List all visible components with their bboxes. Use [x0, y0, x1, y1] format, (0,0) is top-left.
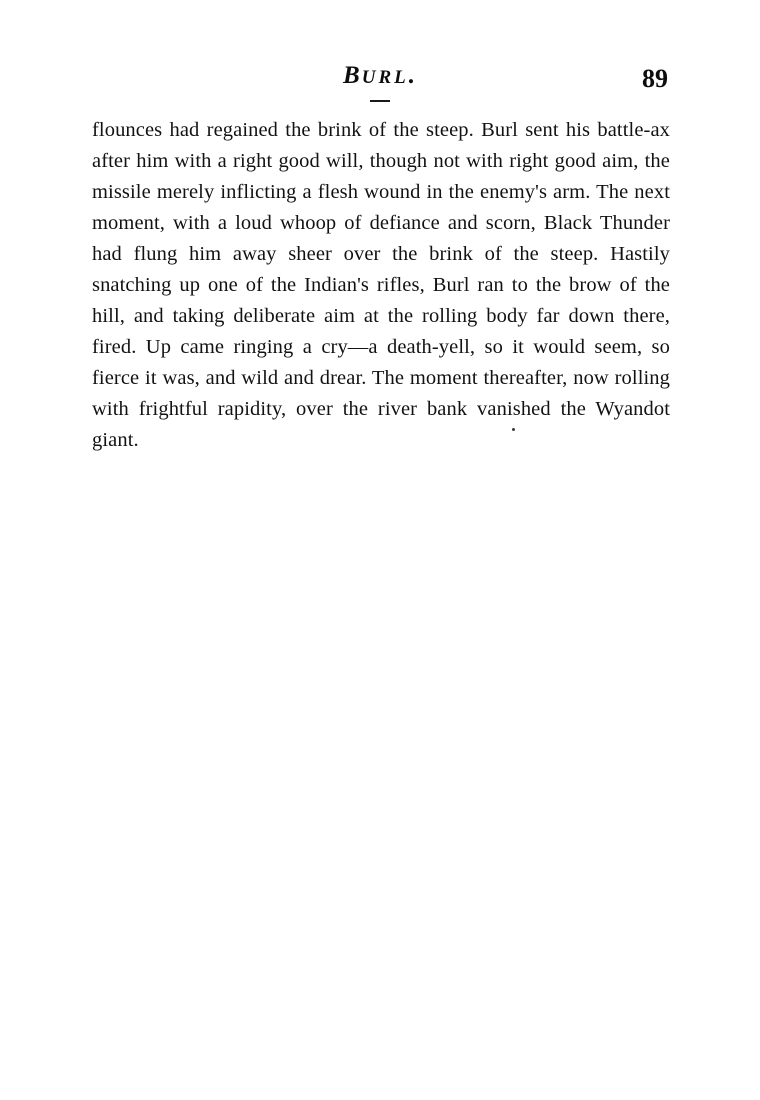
- body-text-block: [92, 115, 670, 456]
- header-divider-rule: [370, 100, 390, 102]
- page-header: [92, 62, 668, 102]
- stray-ink-mark: [512, 428, 515, 431]
- running-title-text: BURL.: [343, 62, 417, 89]
- paragraph: flounces had regained the brink of the steep. Burl sent his battle-ax after him with a right good will, though not with right good aim, the missile merely inflicting a flesh wound in the enemy's arm. The next moment, with a loud whoop of defiance and scorn, Black Thunder had flung him away sheer over the brink of the steep. Hastily snatching up one of the Indian's rifles, Burl ran to the brow of the hill, and taking deliberate aim at the rolling body far down there, fired. Up came ringing a cry—a death-yell, so it would seem, so fierce it was, and wild and drear. The moment thereafter, now rolling with frightful rapidity, over the river bank vanished the Wyandot giant.: [92, 119, 670, 451]
- page-number: 89: [642, 64, 668, 93]
- running-title: [92, 62, 668, 90]
